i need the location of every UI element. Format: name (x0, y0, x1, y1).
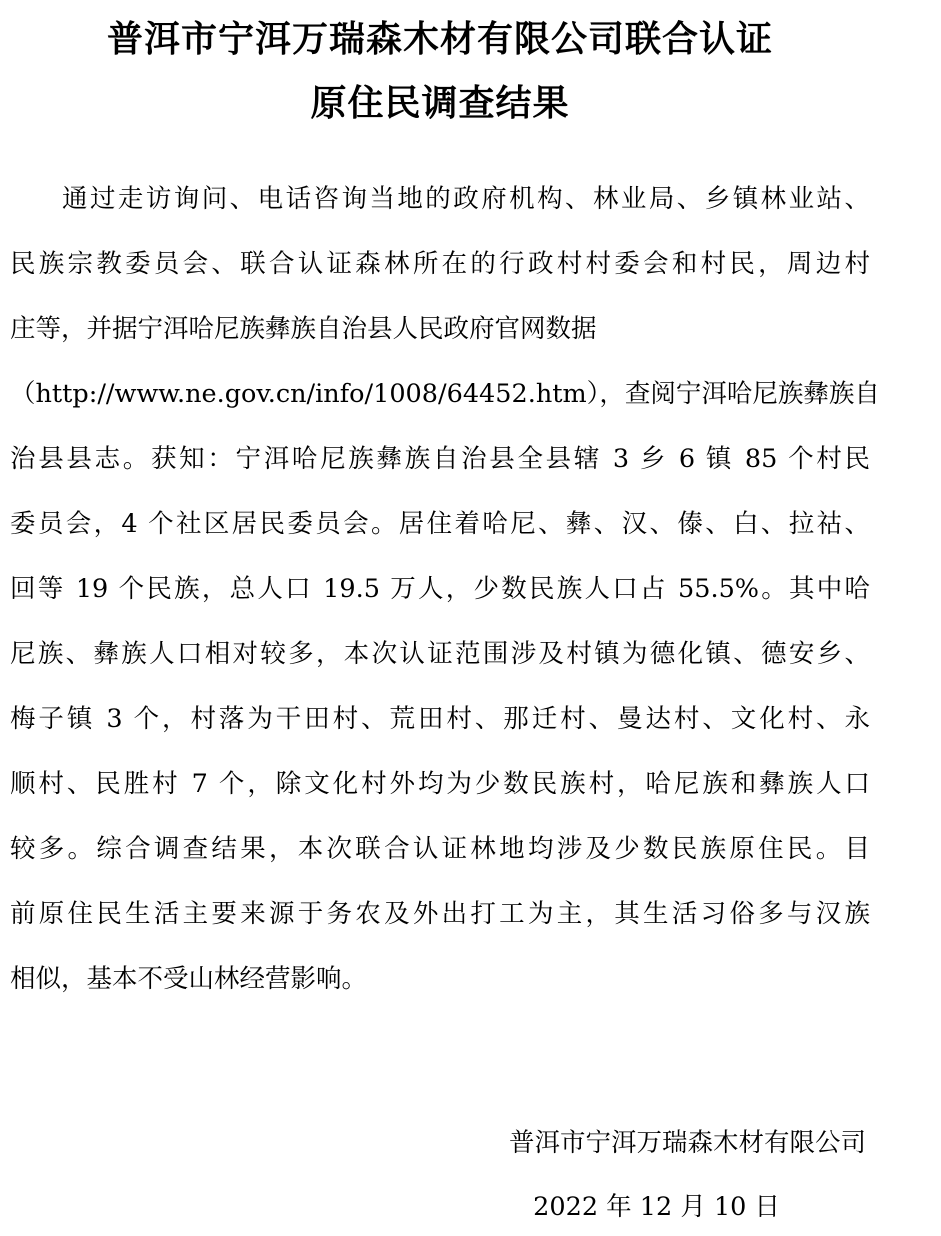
body-line: 委员会，4 个社区居民委员会。居住着哈尼、彝、汉、傣、白、拉祜、 (10, 509, 870, 539)
body-line: 相似，基本不受山林经营影响。 (10, 964, 368, 994)
signature-date: 2022 年 12 月 10 日 (533, 1192, 780, 1222)
document-title-line-2: 原住民调查结果 (310, 83, 570, 124)
body-line: 较多。综合调查结果，本次联合认证林地均涉及少数民族原住民。目 (10, 834, 870, 864)
body-line: 回等 19 个民族，总人口 19.5 万人，少数民族人口占 55.5%。其中哈 (10, 574, 870, 604)
body-line: 民族宗教委员会、联合认证森林所在的行政村村委会和村民，周边村 (10, 249, 870, 279)
document-title-line-1: 普洱市宁洱万瑞森木材有限公司联合认证 (106, 19, 773, 60)
body-line: 治县县志。获知：宁洱哈尼族彝族自治县全县辖 3 乡 6 镇 85 个村民 (10, 444, 870, 474)
signature-company: 普洱市宁洱万瑞森木材有限公司 (508, 1128, 866, 1158)
body-line: 尼族、彝族人口相对较多，本次认证范围涉及村镇为德化镇、德安乡、 (10, 639, 870, 669)
body-line: 通过走访询问、电话咨询当地的政府机构、林业局、乡镇林业站、 (62, 184, 870, 214)
body-line: 庄等，并据宁洱哈尼族彝族自治县人民政府官网数据 (10, 314, 597, 344)
body-line: 顺村、民胜村 7 个，除文化村外均为少数民族村，哈尼族和彝族人口 (10, 769, 870, 799)
body-line: 前原住民生活主要来源于务农及外出打工为主，其生活习俗多与汉族 (10, 899, 870, 929)
body-line: （http://www.ne.gov.cn/info/1008/64452.htm），查阅宁洱哈尼族彝族自 (10, 379, 880, 409)
body-line: 梅子镇 3 个，村落为干田村、荒田村、那迁村、曼达村、文化村、永 (10, 704, 870, 734)
